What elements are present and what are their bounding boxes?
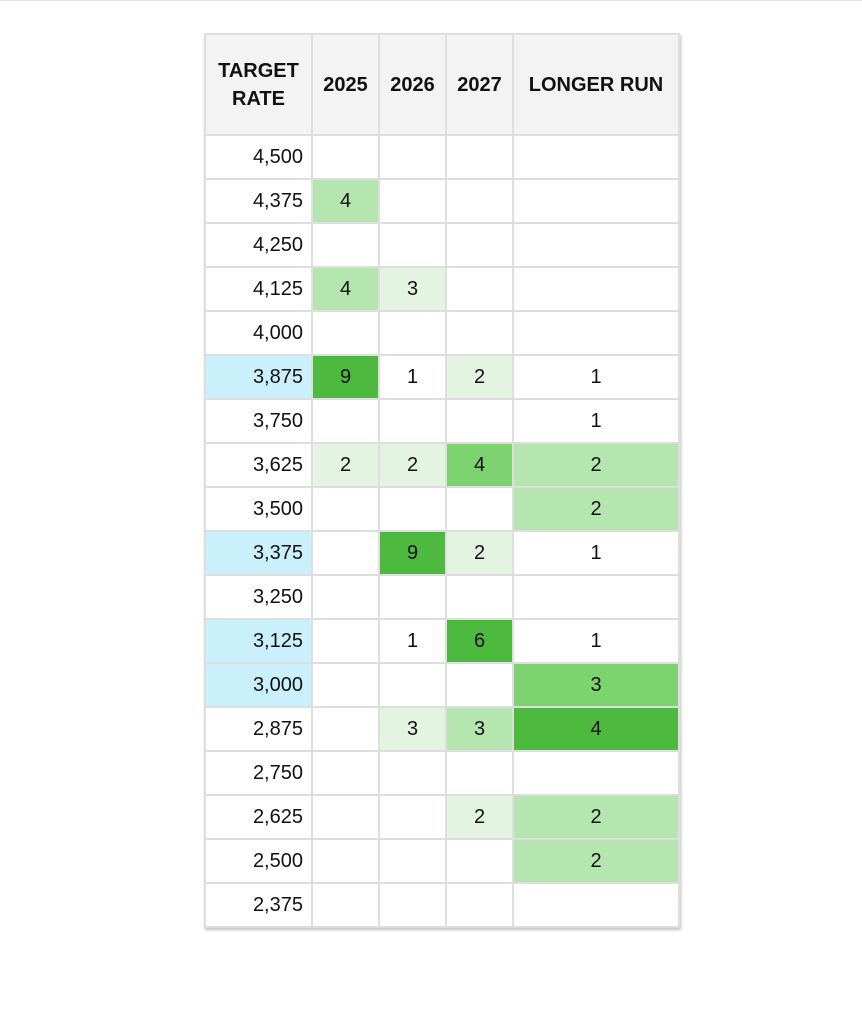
header-2026: 2026 [379,34,446,135]
table-row [205,619,679,663]
cell-longer-run [513,135,679,179]
cell-2026: 3 [379,707,446,751]
table-row [205,267,679,311]
cell-2026 [379,795,446,839]
target-rate-cell: 2,750 [205,751,312,795]
cell-2025: 9 [312,355,379,399]
cell-2026 [379,223,446,267]
cell-2026: 2 [379,443,446,487]
cell-2025 [312,531,379,575]
cell-longer-run: 1 [513,399,679,443]
cell-longer-run: 2 [513,487,679,531]
cell-2027 [446,883,513,927]
cell-2027: 3 [446,707,513,751]
cell-2027: 2 [446,355,513,399]
cell-longer-run [513,179,679,223]
cell-2025 [312,575,379,619]
target-rate-cell: 3,625 [205,443,312,487]
cell-2027 [446,267,513,311]
target-rate-cell: 2,625 [205,795,312,839]
target-rate-cell: 2,500 [205,839,312,883]
table-row [205,531,679,575]
cell-2025 [312,619,379,663]
cell-2026 [379,399,446,443]
table-row [205,443,679,487]
header-2027: 2027 [446,34,513,135]
dot-plot-table-container [204,33,680,928]
header-target-rate-line2: RATE [232,87,285,110]
target-rate-cell: 3,500 [205,487,312,531]
cell-2025: 2 [312,443,379,487]
table-row [205,223,679,267]
header-target-rate-line1: TARGET [218,59,299,82]
cell-longer-run: 3 [513,663,679,707]
table-row [205,487,679,531]
dot-plot-table [204,33,680,928]
cell-longer-run: 4 [513,707,679,751]
cell-2027 [446,135,513,179]
cell-2026: 1 [379,355,446,399]
table-row [205,311,679,355]
target-rate-cell: 4,000 [205,311,312,355]
cell-2027 [446,399,513,443]
cell-2026 [379,135,446,179]
target-rate-cell: 4,500 [205,135,312,179]
cell-2027: 4 [446,443,513,487]
cell-2025 [312,751,379,795]
table-row [205,751,679,795]
target-rate-cell: 2,875 [205,707,312,751]
cell-2025 [312,663,379,707]
table-row [205,795,679,839]
table-row [205,663,679,707]
table-row [205,707,679,751]
cell-2027: 2 [446,795,513,839]
top-divider [0,0,862,1]
cell-longer-run [513,311,679,355]
cell-2025 [312,839,379,883]
target-rate-cell: 3,250 [205,575,312,619]
target-rate-cell: 4,250 [205,223,312,267]
target-rate-cell: 4,125 [205,267,312,311]
header-target-rate [205,34,312,135]
table-row [205,135,679,179]
cell-2026: 3 [379,267,446,311]
cell-2027 [446,751,513,795]
cell-2027 [446,179,513,223]
cell-longer-run: 1 [513,355,679,399]
cell-2025: 4 [312,179,379,223]
cell-2026 [379,663,446,707]
target-rate-cell: 3,125 [205,619,312,663]
table-row [205,575,679,619]
cell-2026 [379,883,446,927]
cell-2026: 1 [379,619,446,663]
header-longer-run: LONGER RUN [513,34,679,135]
cell-2027: 2 [446,531,513,575]
table-body [205,135,679,927]
cell-longer-run: 1 [513,619,679,663]
cell-longer-run [513,883,679,927]
target-rate-cell: 3,875 [205,355,312,399]
cell-2025 [312,487,379,531]
table-row [205,883,679,927]
target-rate-cell: 3,375 [205,531,312,575]
cell-2025 [312,311,379,355]
table-row [205,355,679,399]
cell-longer-run: 2 [513,839,679,883]
cell-2025 [312,795,379,839]
cell-2025 [312,399,379,443]
cell-2027 [446,223,513,267]
cell-2026 [379,575,446,619]
cell-2027 [446,839,513,883]
cell-2027 [446,663,513,707]
target-rate-cell: 3,000 [205,663,312,707]
target-rate-cell: 3,750 [205,399,312,443]
cell-longer-run [513,223,679,267]
cell-2026 [379,751,446,795]
cell-longer-run: 1 [513,531,679,575]
cell-2026 [379,487,446,531]
target-rate-cell: 4,375 [205,179,312,223]
target-rate-cell: 2,375 [205,883,312,927]
table-row [205,399,679,443]
table-row [205,179,679,223]
cell-2026 [379,179,446,223]
cell-longer-run [513,267,679,311]
cell-longer-run: 2 [513,795,679,839]
cell-2025: 4 [312,267,379,311]
cell-longer-run [513,751,679,795]
header-2025: 2025 [312,34,379,135]
cell-2026 [379,311,446,355]
cell-2027 [446,487,513,531]
table-row [205,839,679,883]
cell-2025 [312,707,379,751]
cell-2027: 6 [446,619,513,663]
cell-2025 [312,223,379,267]
cell-2025 [312,135,379,179]
cell-longer-run [513,575,679,619]
cell-2027 [446,575,513,619]
cell-2027 [446,311,513,355]
cell-2025 [312,883,379,927]
cell-longer-run: 2 [513,443,679,487]
cell-2026 [379,839,446,883]
header-row [205,34,679,135]
cell-2026: 9 [379,531,446,575]
